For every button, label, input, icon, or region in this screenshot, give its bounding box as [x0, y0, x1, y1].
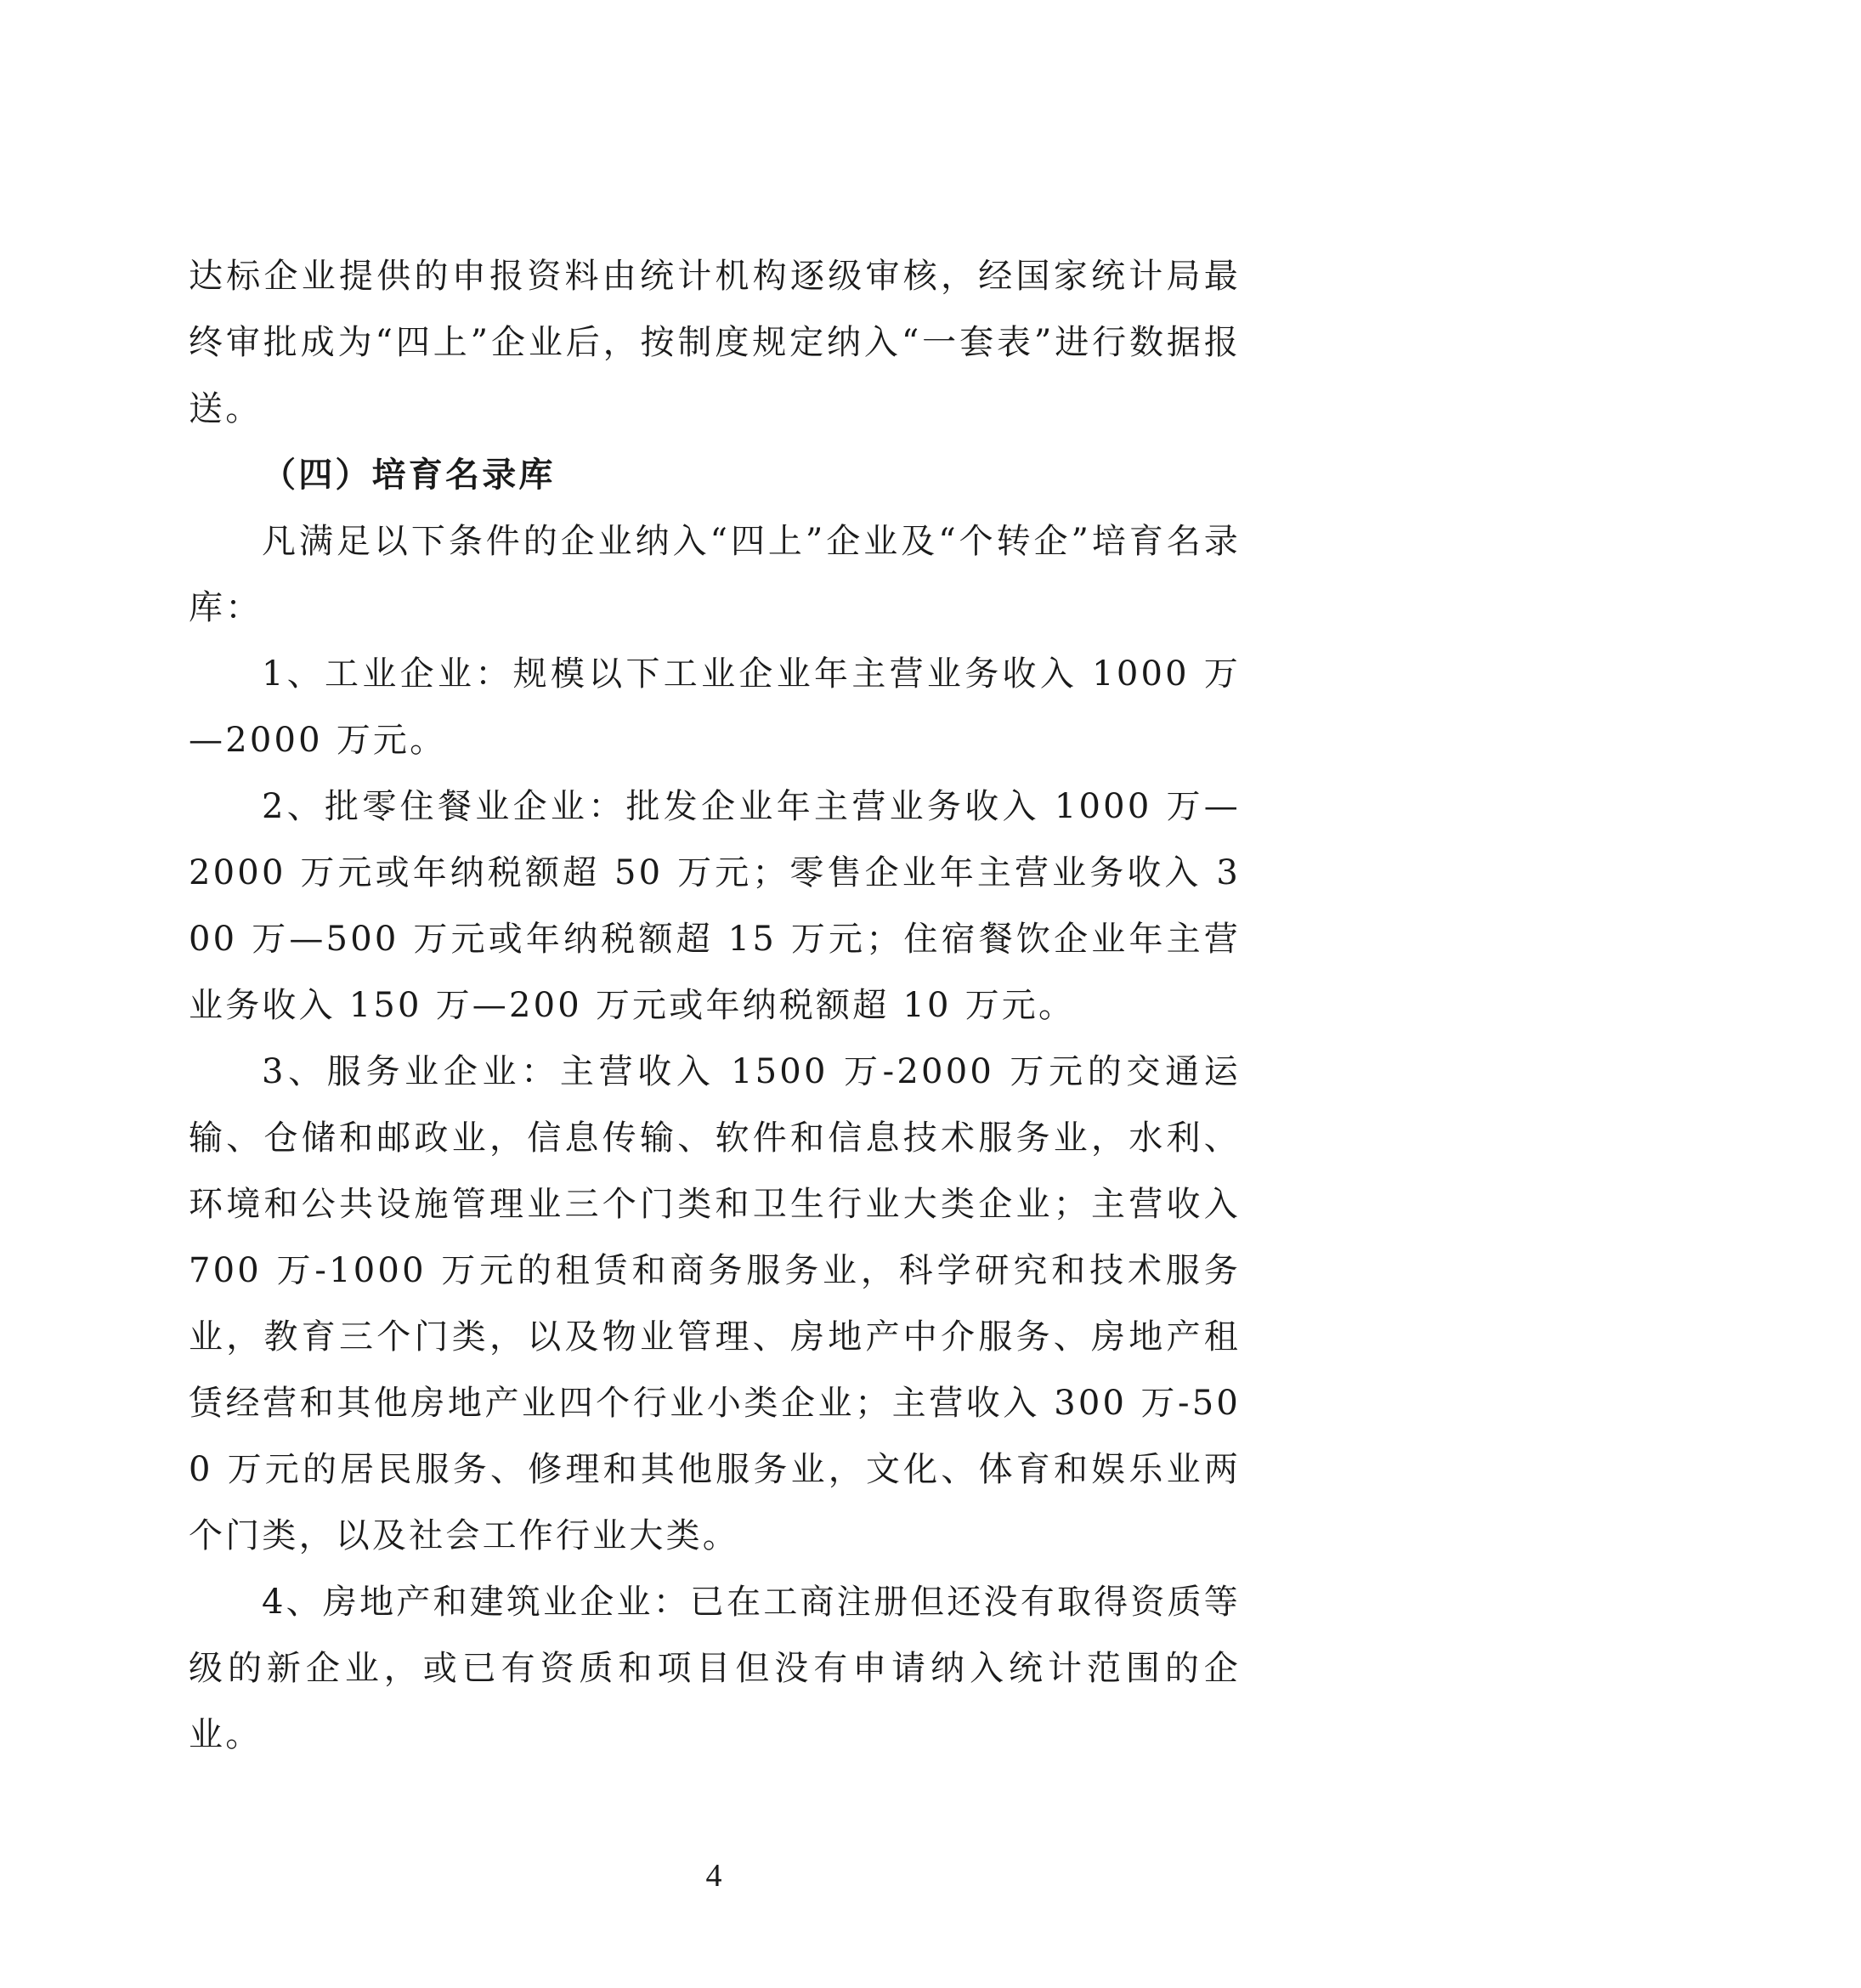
- paragraph-real-estate-construction: 4、房地产和建筑业企业：已在工商注册但还没有取得资质等级的新企业，或已有资质和项目但没有申请纳入统计范围的企业。: [189, 1583, 1241, 1754]
- document-body: [189, 243, 1241, 1768]
- page-number: 4: [705, 1858, 722, 1894]
- paragraph-industrial-enterprises: 1、工业企业：规模以下工业企业年主营业务收入 1000 万—2000 万元。: [189, 654, 1241, 760]
- paragraph-wholesale-retail-hospitality: 2、批零住餐业企业：批发企业年主营业务收入 1000 万—2000 万元或年纳税额超 50 万元；零售企业年主营业务收入 300 万—500 万元或年纳税额超 15 万元；住宿餐饮企业年主营业务收入 150 万—200 万元或年纳税额超 10 万元。: [189, 787, 1241, 1025]
- paragraph-service-enterprises: 3、服务业企业：主营收入 1500 万-2000 万元的交通运输、仓储和邮政业，信息传输、软件和信息技术服务业，水利、环境和公共设施管理业三个门类和卫生行业大类企业；主营收入 700 万-1000 万元的租赁和商务服务业，科学研究和技术服务业，教育三个门类，以及物业管理、房地产中介服务、房地产租赁经营和其他房地产业四个行业小类企业；主营收入 300 万-500 万元的居民服务、修理和其他服务业，文化、体育和娱乐业两个门类，以及社会工作行业大类。: [189, 1052, 1241, 1555]
- section-heading-cultivation-directory: （四）培育名录库: [262, 455, 556, 495]
- paragraph-directory-criteria-intro: 凡满足以下条件的企业纳入“四上”企业及“个转企”培育名录库：: [189, 522, 1241, 627]
- paragraph-submission-review: 达标企业提供的申报资料由统计机构逐级审核，经国家统计局最终审批成为“四上”企业后，按制度规定纳入“一套表”进行数据报送。: [189, 257, 1241, 428]
